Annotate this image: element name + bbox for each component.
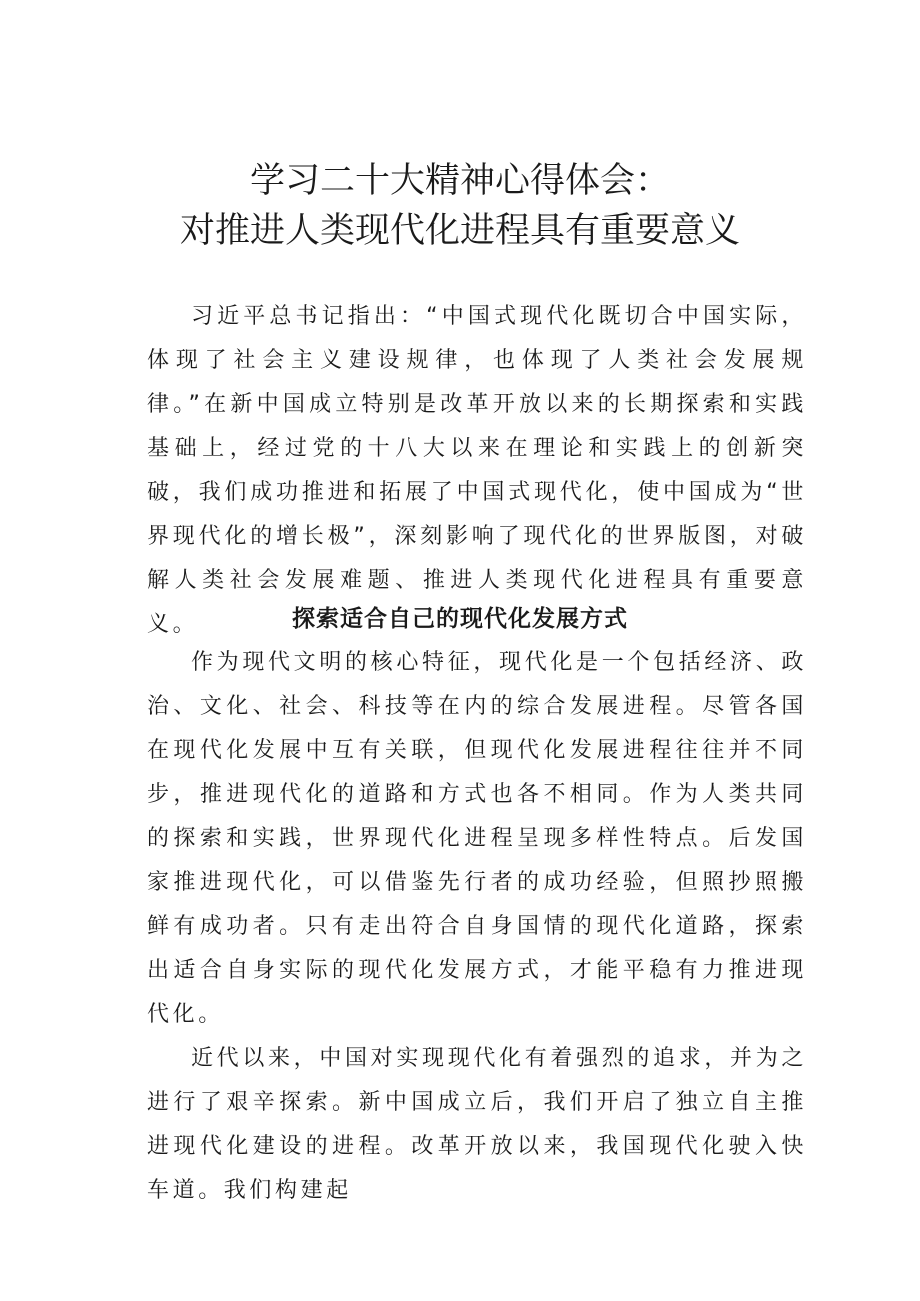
paragraph: 作为现代文明的核心特征，现代化是一个包括经济、政治、文化、社会、科技等在内的综合发展进程。尽管各国在现代化发展中互有关联，但现代化发展进程往往并不同步，推进现代化的道路和方式也各不相同。作为人类共同的探索和实践，世界现代化进程呈现多样性特点。后发国家推进现代化，可以借鉴先行者的成功经验，但照抄照搬鲜有成功者。只有走出符合自身国情的现代化道路，探索出适合自身实际的现代化发展方式，才能平稳有力推进现代化。 bbox=[147, 650, 807, 1027]
paragraph-intro: 习近平总书记指出：“中国式现代化既切合中国实际，体现了社会主义建设规律，也体现了人类社会发展规律。”在新中国成立特别是改革开放以来的长期探索和实践基础上，经过党的十八大以来在理论和实践上的创新突破，我们成功推进和拓展了中国式现代化，使中国成为“世界现代化的增长极”，深刻影响了现代化的世界版图，对破解人类社会发展难题、推进人类现代化进程具有重要意义。 bbox=[147, 304, 807, 637]
section-heading: 探索适合自己的现代化发展方式 bbox=[292, 606, 628, 632]
document-title-line-1: 学习二十大精神心得体会： bbox=[249, 161, 670, 201]
intro-section bbox=[147, 295, 807, 647]
document-title-line-2: 对推进人类现代化进程具有重要意义 bbox=[179, 211, 740, 251]
paragraph: 近代以来，中国对实现现代化有着强烈的追求，并为之进行了艰辛探索。新中国成立后，我们开启了独立自主推进现代化建设的进程。改革开放以来，我国现代化驶入快车道。我们构建起 bbox=[147, 1046, 807, 1203]
section-body bbox=[147, 641, 807, 1213]
